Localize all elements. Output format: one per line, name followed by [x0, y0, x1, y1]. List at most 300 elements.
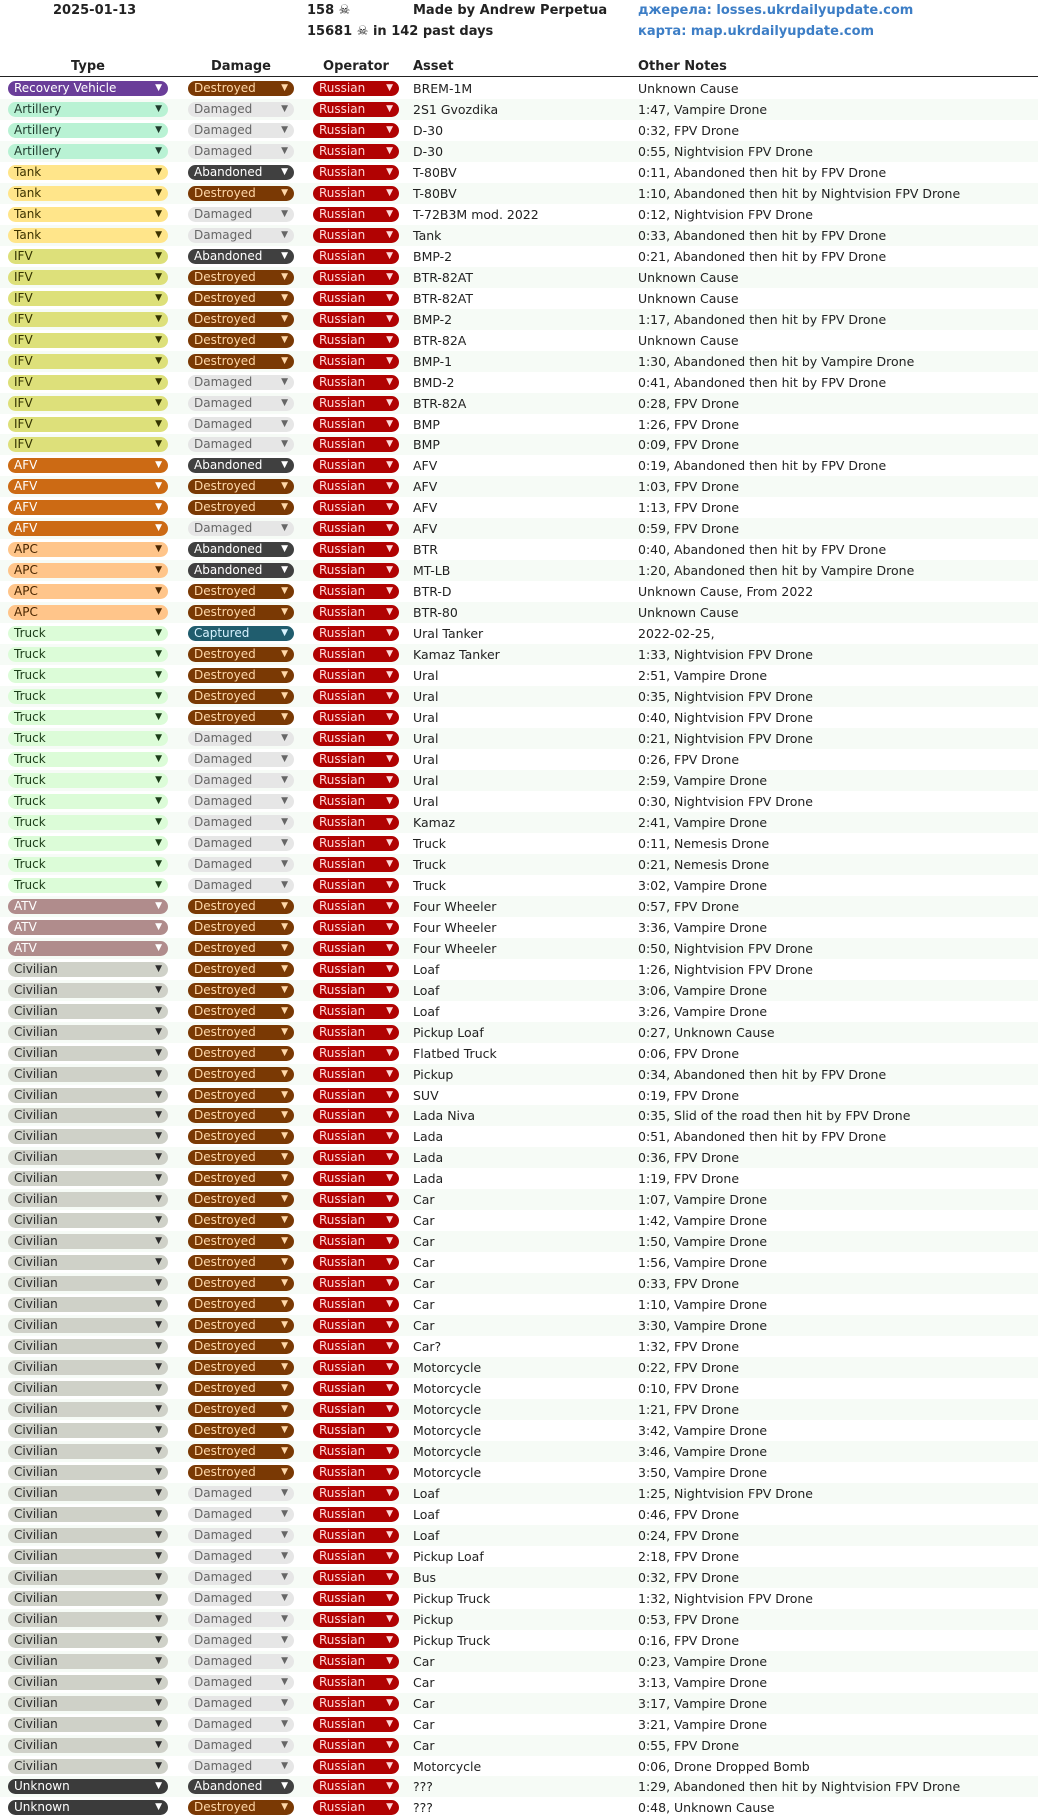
- damage-label: Destroyed: [194, 1381, 256, 1396]
- type-select[interactable]: [8, 291, 168, 306]
- damage-select[interactable]: [188, 1171, 294, 1186]
- damage-select[interactable]: [188, 291, 294, 306]
- operator-select[interactable]: [313, 521, 399, 536]
- damage-select[interactable]: [188, 1444, 294, 1459]
- operator-select[interactable]: [313, 1004, 399, 1019]
- type-select[interactable]: [8, 1046, 168, 1061]
- type-select[interactable]: [8, 1591, 168, 1606]
- damage-select[interactable]: [188, 1360, 294, 1375]
- damage-select[interactable]: [188, 144, 294, 159]
- damage-select[interactable]: [188, 228, 294, 243]
- type-select[interactable]: [8, 354, 168, 369]
- damage-select[interactable]: [188, 1738, 294, 1753]
- damage-select[interactable]: [188, 249, 294, 264]
- chevron-down-icon: ▼: [386, 984, 393, 995]
- type-select[interactable]: [8, 878, 168, 893]
- operator-select[interactable]: [313, 647, 399, 662]
- operator-select[interactable]: [313, 479, 399, 494]
- type-select[interactable]: [8, 899, 168, 914]
- operator-select[interactable]: [313, 1276, 399, 1291]
- damage-select[interactable]: [188, 1402, 294, 1417]
- damage-select[interactable]: [188, 165, 294, 180]
- operator-select[interactable]: [313, 815, 399, 830]
- type-select[interactable]: [8, 81, 168, 96]
- damage-select[interactable]: [188, 605, 294, 620]
- type-select[interactable]: [8, 479, 168, 494]
- type-select[interactable]: [8, 1717, 168, 1732]
- operator-select[interactable]: [313, 584, 399, 599]
- type-select[interactable]: [8, 1108, 168, 1123]
- type-select[interactable]: [8, 228, 168, 243]
- type-select[interactable]: [8, 1339, 168, 1354]
- operator-select[interactable]: [313, 1360, 399, 1375]
- damage-select[interactable]: [188, 102, 294, 117]
- damage-select[interactable]: [188, 1004, 294, 1019]
- operator-select[interactable]: [313, 962, 399, 977]
- type-select[interactable]: [8, 563, 168, 578]
- damage-select[interactable]: [188, 1129, 294, 1144]
- operator-label: Russian: [319, 500, 366, 515]
- operator-select[interactable]: [313, 1444, 399, 1459]
- damage-select[interactable]: [188, 1255, 294, 1270]
- notes-cell: 0:21, Nightvision FPV Drone: [638, 731, 813, 747]
- operator-select[interactable]: [313, 354, 399, 369]
- damage-select[interactable]: [188, 1800, 294, 1815]
- damage-select[interactable]: [188, 417, 294, 432]
- type-select[interactable]: [8, 794, 168, 809]
- type-select[interactable]: [8, 144, 168, 159]
- damage-select[interactable]: [188, 1088, 294, 1103]
- operator-select[interactable]: [313, 1381, 399, 1396]
- damage-select[interactable]: [188, 270, 294, 285]
- damage-select[interactable]: [188, 375, 294, 390]
- type-select[interactable]: [8, 941, 168, 956]
- chevron-down-icon: ▼: [155, 1781, 162, 1792]
- operator-select[interactable]: [313, 123, 399, 138]
- operator-select[interactable]: [313, 878, 399, 893]
- operator-select[interactable]: [313, 1696, 399, 1711]
- operator-select[interactable]: [313, 1800, 399, 1815]
- chevron-down-icon: ▼: [155, 271, 162, 282]
- type-select[interactable]: [8, 1171, 168, 1186]
- operator-select[interactable]: [313, 207, 399, 222]
- damage-select[interactable]: [188, 542, 294, 557]
- operator-select[interactable]: [313, 1171, 399, 1186]
- damage-select[interactable]: [188, 815, 294, 830]
- type-select[interactable]: [8, 1150, 168, 1165]
- damage-select[interactable]: [188, 689, 294, 704]
- operator-select[interactable]: [313, 165, 399, 180]
- operator-select[interactable]: [313, 1150, 399, 1165]
- notes-cell: 0:19, FPV Drone: [638, 1087, 740, 1103]
- table-row: [0, 728, 1038, 749]
- chevron-down-icon: ▼: [386, 1697, 393, 1708]
- operator-select[interactable]: [313, 396, 399, 411]
- notes-cell: 0:30, Nightvision FPV Drone: [638, 793, 813, 809]
- table-row: [0, 980, 1038, 1001]
- type-select[interactable]: [8, 1255, 168, 1270]
- type-select[interactable]: [8, 689, 168, 704]
- damage-label: Damaged: [194, 1527, 253, 1542]
- damage-select[interactable]: [188, 1759, 294, 1774]
- operator-select[interactable]: [313, 1255, 399, 1270]
- type-select[interactable]: [8, 1486, 168, 1501]
- type-select[interactable]: [8, 773, 168, 788]
- operator-select[interactable]: [313, 1486, 399, 1501]
- map-link[interactable]: карта: map.ukrdailyupdate.com: [638, 24, 875, 39]
- operator-select[interactable]: [313, 1339, 399, 1354]
- damage-select[interactable]: [188, 752, 294, 767]
- type-select[interactable]: [8, 1779, 168, 1794]
- type-select[interactable]: [8, 1360, 168, 1375]
- operator-select[interactable]: [313, 333, 399, 348]
- damage-select[interactable]: [188, 899, 294, 914]
- operator-select[interactable]: [313, 1465, 399, 1480]
- operator-label: Russian: [319, 1443, 366, 1458]
- type-select[interactable]: [8, 333, 168, 348]
- type-select[interactable]: [8, 731, 168, 746]
- operator-select[interactable]: [313, 1067, 399, 1082]
- type-select[interactable]: [8, 1088, 168, 1103]
- chevron-down-icon: ▼: [281, 208, 288, 219]
- type-label: Civilian: [14, 1443, 58, 1458]
- type-select[interactable]: [8, 815, 168, 830]
- operator-select[interactable]: [313, 920, 399, 935]
- damage-select[interactable]: [188, 1779, 294, 1794]
- operator-select[interactable]: [313, 1570, 399, 1585]
- damage-select[interactable]: [188, 668, 294, 683]
- type-select[interactable]: [8, 1276, 168, 1291]
- damage-select[interactable]: [188, 731, 294, 746]
- operator-select[interactable]: [313, 312, 399, 327]
- operator-select[interactable]: [313, 626, 399, 641]
- type-select[interactable]: [8, 1129, 168, 1144]
- damage-select[interactable]: [188, 983, 294, 998]
- type-select[interactable]: [8, 437, 168, 452]
- type-select[interactable]: [8, 1528, 168, 1543]
- operator-select[interactable]: [313, 836, 399, 851]
- damage-select[interactable]: [188, 396, 294, 411]
- operator-select[interactable]: [313, 1612, 399, 1627]
- type-select[interactable]: [8, 542, 168, 557]
- type-select[interactable]: [8, 1654, 168, 1669]
- operator-select[interactable]: [313, 500, 399, 515]
- damage-select[interactable]: [188, 437, 294, 452]
- type-select[interactable]: [8, 920, 168, 935]
- type-select[interactable]: [8, 249, 168, 264]
- damage-select[interactable]: [188, 1213, 294, 1228]
- type-select[interactable]: [8, 1465, 168, 1480]
- damage-select[interactable]: [188, 647, 294, 662]
- damage-select[interactable]: [188, 794, 294, 809]
- damage-select[interactable]: [188, 962, 294, 977]
- chevron-down-icon: ▼: [281, 984, 288, 995]
- operator-select[interactable]: [313, 1234, 399, 1249]
- type-select[interactable]: [8, 1800, 168, 1815]
- type-select[interactable]: [8, 1025, 168, 1040]
- damage-select[interactable]: [188, 521, 294, 536]
- table-row: [0, 1022, 1038, 1043]
- type-select[interactable]: [8, 752, 168, 767]
- damage-select[interactable]: [188, 1549, 294, 1564]
- type-select[interactable]: [8, 1696, 168, 1711]
- type-select[interactable]: [8, 1381, 168, 1396]
- damage-select[interactable]: [188, 1339, 294, 1354]
- operator-select[interactable]: [313, 941, 399, 956]
- damage-select[interactable]: [188, 1570, 294, 1585]
- operator-select[interactable]: [313, 773, 399, 788]
- damage-label: Destroyed: [194, 605, 256, 620]
- operator-select[interactable]: [313, 1779, 399, 1794]
- chevron-down-icon: ▼: [155, 900, 162, 911]
- operator-select[interactable]: [313, 1108, 399, 1123]
- operator-select[interactable]: [313, 752, 399, 767]
- damage-select[interactable]: [188, 1318, 294, 1333]
- operator-select[interactable]: [313, 689, 399, 704]
- damage-select[interactable]: [188, 500, 294, 515]
- type-select[interactable]: [8, 1402, 168, 1417]
- operator-select[interactable]: [313, 1423, 399, 1438]
- operator-select[interactable]: [313, 710, 399, 725]
- operator-select[interactable]: [313, 857, 399, 872]
- damage-select[interactable]: [188, 563, 294, 578]
- type-select[interactable]: [8, 1213, 168, 1228]
- damage-select[interactable]: [188, 207, 294, 222]
- damage-select[interactable]: [188, 479, 294, 494]
- operator-select[interactable]: [313, 417, 399, 432]
- damage-select[interactable]: [188, 1046, 294, 1061]
- type-select[interactable]: [8, 647, 168, 662]
- type-select[interactable]: [8, 962, 168, 977]
- type-select[interactable]: [8, 1297, 168, 1312]
- damage-label: Damaged: [194, 772, 253, 787]
- operator-select[interactable]: [313, 605, 399, 620]
- damage-select[interactable]: [188, 1654, 294, 1669]
- operator-label: Russian: [319, 1800, 366, 1815]
- damage-select[interactable]: [188, 1528, 294, 1543]
- chevron-down-icon: ▼: [281, 1173, 288, 1184]
- damage-select[interactable]: [188, 312, 294, 327]
- damage-select[interactable]: [188, 333, 294, 348]
- type-select[interactable]: [8, 1507, 168, 1522]
- damage-select[interactable]: [188, 878, 294, 893]
- damage-select[interactable]: [188, 1234, 294, 1249]
- damage-label: Destroyed: [194, 1171, 256, 1186]
- operator-select[interactable]: [313, 1213, 399, 1228]
- type-select[interactable]: [8, 584, 168, 599]
- damage-select[interactable]: [188, 1423, 294, 1438]
- damage-select[interactable]: [188, 81, 294, 96]
- operator-select[interactable]: [313, 1654, 399, 1669]
- asset-cell: Lada Niva: [413, 1108, 476, 1124]
- type-select[interactable]: [8, 1444, 168, 1459]
- type-select[interactable]: [8, 102, 168, 117]
- operator-select[interactable]: [313, 794, 399, 809]
- type-select[interactable]: [8, 983, 168, 998]
- damage-label: Destroyed: [194, 1423, 256, 1437]
- chevron-down-icon: ▼: [281, 502, 288, 513]
- table-row: [0, 1714, 1038, 1735]
- type-select[interactable]: [8, 1423, 168, 1438]
- type-select[interactable]: [8, 668, 168, 683]
- damage-select[interactable]: [188, 584, 294, 599]
- operator-select[interactable]: [313, 375, 399, 390]
- damage-select[interactable]: [188, 1486, 294, 1501]
- damage-select[interactable]: [188, 1612, 294, 1627]
- damage-label: Destroyed: [194, 647, 256, 662]
- damage-select[interactable]: [188, 123, 294, 138]
- damage-select[interactable]: [188, 1067, 294, 1082]
- type-select[interactable]: [8, 1067, 168, 1082]
- asset-cell: Motorcycle: [413, 1758, 482, 1774]
- damage-select[interactable]: [188, 710, 294, 725]
- operator-select[interactable]: [313, 1675, 399, 1690]
- damage-select[interactable]: [188, 1465, 294, 1480]
- type-select[interactable]: [8, 207, 168, 222]
- type-label: ATV: [14, 940, 37, 955]
- operator-select[interactable]: [313, 542, 399, 557]
- chevron-down-icon: ▼: [281, 1739, 288, 1750]
- type-select[interactable]: [8, 312, 168, 327]
- type-select[interactable]: [8, 458, 168, 473]
- type-select[interactable]: [8, 1004, 168, 1019]
- type-select[interactable]: [8, 626, 168, 641]
- operator-select[interactable]: [313, 983, 399, 998]
- operator-select[interactable]: [313, 1402, 399, 1417]
- damage-select[interactable]: [188, 1150, 294, 1165]
- type-select[interactable]: [8, 1318, 168, 1333]
- type-select[interactable]: [8, 186, 168, 201]
- operator-label: Russian: [319, 1402, 366, 1417]
- type-select[interactable]: [8, 1675, 168, 1690]
- type-select[interactable]: [8, 1570, 168, 1585]
- asset-cell: BMD-2: [413, 374, 455, 390]
- notes-cell: 1:26, Nightvision FPV Drone: [638, 961, 813, 977]
- type-select[interactable]: [8, 123, 168, 138]
- type-select[interactable]: [8, 500, 168, 515]
- chevron-down-icon: ▼: [155, 439, 162, 450]
- operator-select[interactable]: [313, 186, 399, 201]
- operator-select[interactable]: [313, 1759, 399, 1774]
- damage-select[interactable]: [188, 941, 294, 956]
- damage-select[interactable]: [188, 458, 294, 473]
- type-select[interactable]: [8, 857, 168, 872]
- type-select[interactable]: [8, 375, 168, 390]
- operator-select[interactable]: [313, 1046, 399, 1061]
- chevron-down-icon: ▼: [281, 858, 288, 869]
- operator-label: Russian: [319, 1527, 366, 1542]
- type-select[interactable]: [8, 1612, 168, 1627]
- operator-select[interactable]: [313, 1528, 399, 1543]
- operator-select[interactable]: [313, 437, 399, 452]
- type-select[interactable]: [8, 270, 168, 285]
- chevron-down-icon: ▼: [155, 166, 162, 177]
- damage-select[interactable]: [188, 186, 294, 201]
- operator-select[interactable]: [313, 1025, 399, 1040]
- damage-select[interactable]: [188, 1192, 294, 1207]
- damage-select[interactable]: [188, 1108, 294, 1123]
- type-select[interactable]: [8, 836, 168, 851]
- operator-select[interactable]: [313, 668, 399, 683]
- damage-select[interactable]: [188, 920, 294, 935]
- damage-select[interactable]: [188, 1276, 294, 1291]
- damage-select[interactable]: [188, 1675, 294, 1690]
- operator-select[interactable]: [313, 1549, 399, 1564]
- operator-label: Russian: [319, 1381, 366, 1396]
- type-label: Civilian: [14, 1632, 58, 1647]
- damage-select[interactable]: [188, 1025, 294, 1040]
- operator-select[interactable]: [313, 1318, 399, 1333]
- damage-select[interactable]: [188, 773, 294, 788]
- operator-select[interactable]: [313, 1738, 399, 1753]
- operator-select[interactable]: [313, 81, 399, 96]
- damage-select[interactable]: [188, 626, 294, 641]
- operator-label: Russian: [319, 1192, 366, 1207]
- operator-select[interactable]: [313, 1717, 399, 1732]
- operator-select[interactable]: [313, 731, 399, 746]
- operator-select[interactable]: [313, 1591, 399, 1606]
- operator-select[interactable]: [313, 458, 399, 473]
- operator-select[interactable]: [313, 1507, 399, 1522]
- operator-select[interactable]: [313, 1129, 399, 1144]
- type-select[interactable]: [8, 710, 168, 725]
- operator-select[interactable]: [313, 899, 399, 914]
- damage-select[interactable]: [188, 1717, 294, 1732]
- operator-select[interactable]: [313, 1192, 399, 1207]
- operator-select[interactable]: [313, 1088, 399, 1103]
- type-select[interactable]: [8, 1759, 168, 1774]
- chevron-down-icon: ▼: [155, 1089, 162, 1100]
- type-select[interactable]: [8, 165, 168, 180]
- source-link[interactable]: джерела: losses.ukrdailyupdate.com: [638, 3, 914, 18]
- operator-select[interactable]: [313, 1633, 399, 1648]
- damage-select[interactable]: [188, 836, 294, 851]
- asset-cell: AFV: [413, 500, 438, 516]
- operator-select[interactable]: [313, 249, 399, 264]
- operator-select[interactable]: [313, 1297, 399, 1312]
- asset-cell: SUV: [413, 1087, 439, 1103]
- type-select[interactable]: [8, 521, 168, 536]
- damage-select[interactable]: [188, 1297, 294, 1312]
- damage-select[interactable]: [188, 1507, 294, 1522]
- damage-select[interactable]: [188, 1591, 294, 1606]
- operator-select[interactable]: [313, 228, 399, 243]
- damage-label: Destroyed: [194, 940, 256, 955]
- type-select[interactable]: [8, 605, 168, 620]
- operator-select[interactable]: [313, 144, 399, 159]
- damage-select[interactable]: [188, 1381, 294, 1396]
- damage-select[interactable]: [188, 1633, 294, 1648]
- type-select[interactable]: [8, 1738, 168, 1753]
- type-select[interactable]: [8, 417, 168, 432]
- damage-select[interactable]: [188, 1696, 294, 1711]
- operator-select[interactable]: [313, 270, 399, 285]
- operator-select[interactable]: [313, 291, 399, 306]
- type-select[interactable]: [8, 396, 168, 411]
- damage-select[interactable]: [188, 354, 294, 369]
- type-label: IFV: [14, 248, 33, 263]
- type-select[interactable]: [8, 1234, 168, 1249]
- chevron-down-icon: ▼: [281, 418, 288, 429]
- operator-select[interactable]: [313, 563, 399, 578]
- operator-label: Russian: [319, 793, 366, 808]
- operator-select[interactable]: [313, 102, 399, 117]
- type-select[interactable]: [8, 1549, 168, 1564]
- type-select[interactable]: [8, 1633, 168, 1648]
- type-select[interactable]: [8, 1192, 168, 1207]
- chevron-down-icon: ▼: [281, 1613, 288, 1624]
- damage-select[interactable]: [188, 857, 294, 872]
